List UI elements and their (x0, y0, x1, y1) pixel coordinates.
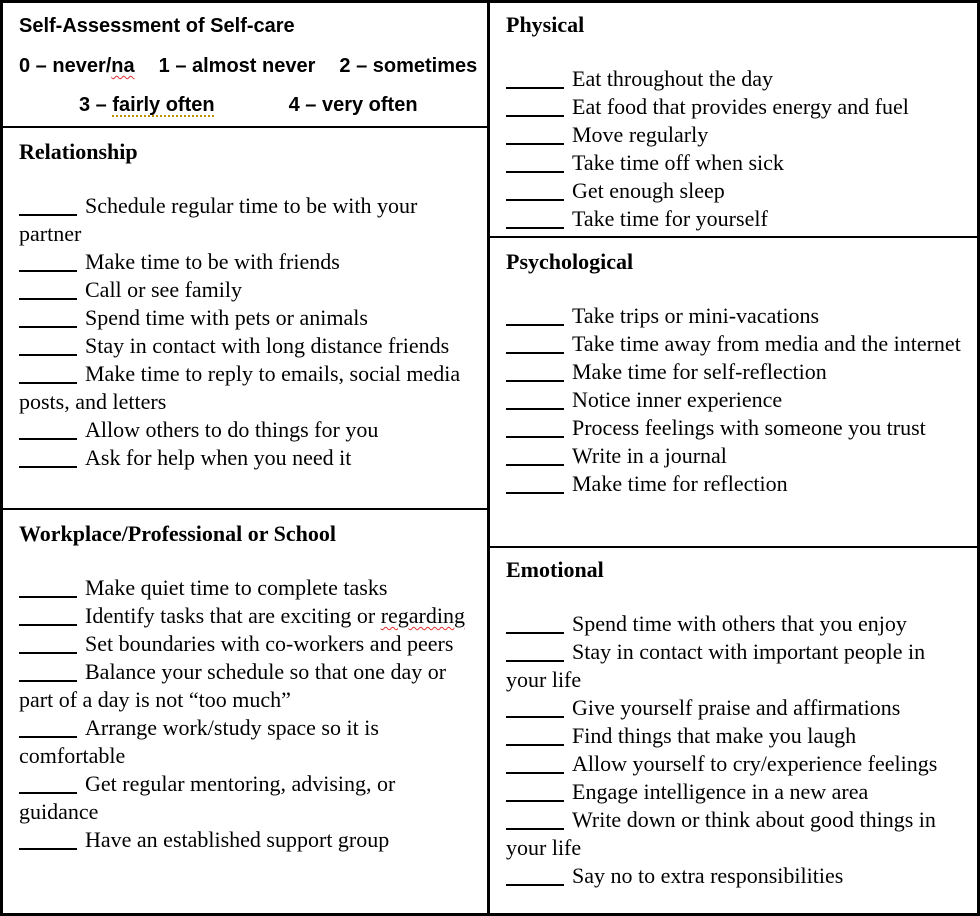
fill-in-blank[interactable] (19, 324, 77, 328)
fill-in-blank[interactable] (506, 225, 564, 229)
item-label: Notice inner experience (572, 387, 783, 412)
fill-in-blank[interactable] (19, 790, 77, 794)
section-relationship (3, 126, 487, 508)
section-heading-relationship: Relationship (19, 139, 138, 164)
fill-in-blank[interactable] (19, 268, 77, 272)
checklist-item (506, 778, 965, 806)
flagged-phrase-fairly-often: fairly often (112, 94, 215, 116)
checklist-item (506, 386, 965, 414)
checklist-item (506, 205, 965, 233)
fill-in-blank[interactable] (506, 197, 564, 201)
item-label: Get enough sleep (572, 178, 725, 203)
section-psychological (490, 236, 977, 546)
item-label: Make quiet time to complete tasks (85, 575, 388, 600)
section-heading-emotional: Emotional (506, 557, 604, 582)
item-label: Set boundaries with co-workers and peers (85, 631, 454, 656)
flagged-word-na: na (111, 55, 135, 77)
fill-in-blank[interactable] (506, 378, 564, 382)
item-label: Eat throughout the day (572, 66, 774, 91)
item-label: Write down or think about good things in your life (506, 807, 936, 860)
rating-scale-line-2 (19, 92, 475, 118)
checklist-item (506, 358, 965, 386)
workplace-items (19, 574, 475, 854)
fill-in-blank[interactable] (506, 658, 564, 662)
fill-in-blank[interactable] (506, 826, 564, 830)
fill-in-blank[interactable] (19, 352, 77, 356)
fill-in-blank[interactable] (19, 436, 77, 440)
emotional-items (506, 610, 965, 890)
checklist-item (19, 444, 475, 472)
fill-in-blank[interactable] (506, 798, 564, 802)
flagged-item-text: regarding (380, 603, 465, 628)
fill-in-blank[interactable] (19, 846, 77, 850)
checklist-item (506, 638, 965, 694)
fill-in-blank[interactable] (19, 734, 77, 738)
checklist-item (19, 304, 475, 332)
item-label: Find things that make you laugh (572, 723, 857, 748)
section-heading-psychological: Psychological (506, 249, 634, 274)
checklist-item (19, 602, 475, 630)
fill-in-blank[interactable] (506, 113, 564, 117)
fill-in-blank[interactable] (19, 464, 77, 468)
fill-in-blank[interactable] (506, 322, 564, 326)
checklist-item (19, 826, 475, 854)
checklist-item (19, 360, 475, 416)
checklist-item (19, 192, 475, 248)
rating-scale-header-cell (3, 3, 487, 126)
item-label: Make time to reply to emails, social media posts, and letters (19, 361, 461, 414)
checklist-item (19, 332, 475, 360)
item-label: Make time for reflection (572, 471, 788, 496)
checklist-item (506, 610, 965, 638)
checklist-item (506, 93, 965, 121)
scale-item-0 (19, 53, 135, 79)
item-label: Engage intelligence in a new area (572, 779, 869, 804)
checklist-item (506, 330, 965, 358)
checklist-item (506, 862, 965, 890)
left-column (3, 3, 490, 913)
item-label: Have an established support group (85, 827, 390, 852)
checklist-item (506, 121, 965, 149)
document-title: Self-Assessment of Self-care (19, 15, 295, 37)
item-label: Make time for self-reflection (572, 359, 827, 384)
fill-in-blank[interactable] (506, 406, 564, 410)
fill-in-blank[interactable] (506, 490, 564, 494)
item-label: Balance your schedule so that one day or part of a day is not “too much” (19, 659, 447, 712)
fill-in-blank[interactable] (506, 714, 564, 718)
item-label: Give yourself praise and affirmations (572, 695, 901, 720)
checklist-item (19, 416, 475, 444)
item-label: Eat food that provides energy and fuel (572, 94, 909, 119)
item-label: Take time for yourself (572, 206, 768, 231)
item-label: Stay in contact with important people in your life (506, 639, 926, 692)
fill-in-blank[interactable] (506, 882, 564, 886)
scale-item-3-text: 3 – (79, 94, 113, 116)
item-label: Process feelings with someone you trust (572, 415, 926, 440)
fill-in-blank[interactable] (19, 678, 77, 682)
fill-in-blank[interactable] (506, 462, 564, 466)
item-label: Ask for help when you need it (85, 445, 352, 470)
item-label: Call or see family (85, 277, 243, 302)
scale-item-0-text: 0 – never/ (19, 55, 112, 77)
checklist-item (19, 770, 475, 826)
checklist-item (506, 177, 965, 205)
checklist-item (506, 694, 965, 722)
checklist-item (506, 806, 965, 862)
item-label: Allow others to do things for you (85, 417, 379, 442)
checklist-item (506, 414, 965, 442)
fill-in-blank[interactable] (506, 350, 564, 354)
checklist-item (19, 714, 475, 770)
checklist-item (506, 470, 965, 498)
checklist-item (19, 574, 475, 602)
fill-in-blank[interactable] (19, 380, 77, 384)
fill-in-blank[interactable] (19, 296, 77, 300)
checklist-item (19, 276, 475, 304)
item-label: Make time to be with friends (85, 249, 340, 274)
section-emotional (490, 546, 977, 913)
checklist-item (19, 248, 475, 276)
physical-items (506, 65, 965, 233)
checklist-item (506, 722, 965, 750)
section-heading-workplace: Workplace/Professional or School (19, 521, 336, 546)
scale-item-4: 4 – very often (288, 94, 418, 116)
scale-item-3 (79, 92, 215, 118)
fill-in-blank[interactable] (506, 141, 564, 145)
item-label: Arrange work/study space so it is comfortable (19, 715, 379, 768)
item-label: Identify tasks that are exciting or (85, 603, 381, 628)
checklist-item (506, 149, 965, 177)
fill-in-blank[interactable] (19, 650, 77, 654)
item-label: Take trips or mini-vacations (572, 303, 820, 328)
section-workplace (3, 508, 487, 913)
checklist-item (506, 750, 965, 778)
fill-in-blank[interactable] (506, 770, 564, 774)
item-label: Allow yourself to cry/experience feelings (572, 751, 938, 776)
item-label: Say no to extra responsibilities (572, 863, 844, 888)
section-physical (490, 3, 977, 236)
item-label: Take time away from media and the internet (572, 331, 961, 356)
item-label: Spend time with pets or animals (85, 305, 368, 330)
scale-item-1: 1 – almost never (158, 55, 316, 77)
item-label: Spend time with others that you enjoy (572, 611, 907, 636)
fill-in-blank[interactable] (506, 630, 564, 634)
right-column (490, 3, 977, 913)
checklist-item (19, 630, 475, 658)
fill-in-blank[interactable] (19, 622, 77, 626)
fill-in-blank[interactable] (506, 742, 564, 746)
fill-in-blank[interactable] (19, 594, 77, 598)
fill-in-blank[interactable] (506, 434, 564, 438)
fill-in-blank[interactable] (19, 212, 77, 216)
item-label: Schedule regular time to be with your partner (19, 193, 418, 246)
section-heading-physical: Physical (506, 12, 585, 37)
fill-in-blank[interactable] (506, 85, 564, 89)
checklist-item (506, 442, 965, 470)
psychological-items (506, 302, 965, 498)
scale-item-2: 2 – sometimes (339, 55, 478, 77)
checklist-item (19, 658, 475, 714)
item-label: Write in a journal (572, 443, 727, 468)
item-label: Move regularly (572, 122, 709, 147)
item-label: Stay in contact with long distance friends (85, 333, 450, 358)
relationship-items (19, 192, 475, 472)
checklist-item (506, 65, 965, 93)
checklist-item (506, 302, 965, 330)
fill-in-blank[interactable] (506, 169, 564, 173)
rating-scale-line-1 (19, 53, 478, 79)
item-label: Get regular mentoring, advising, or guidance (19, 771, 396, 824)
item-label: Take time off when sick (572, 150, 784, 175)
